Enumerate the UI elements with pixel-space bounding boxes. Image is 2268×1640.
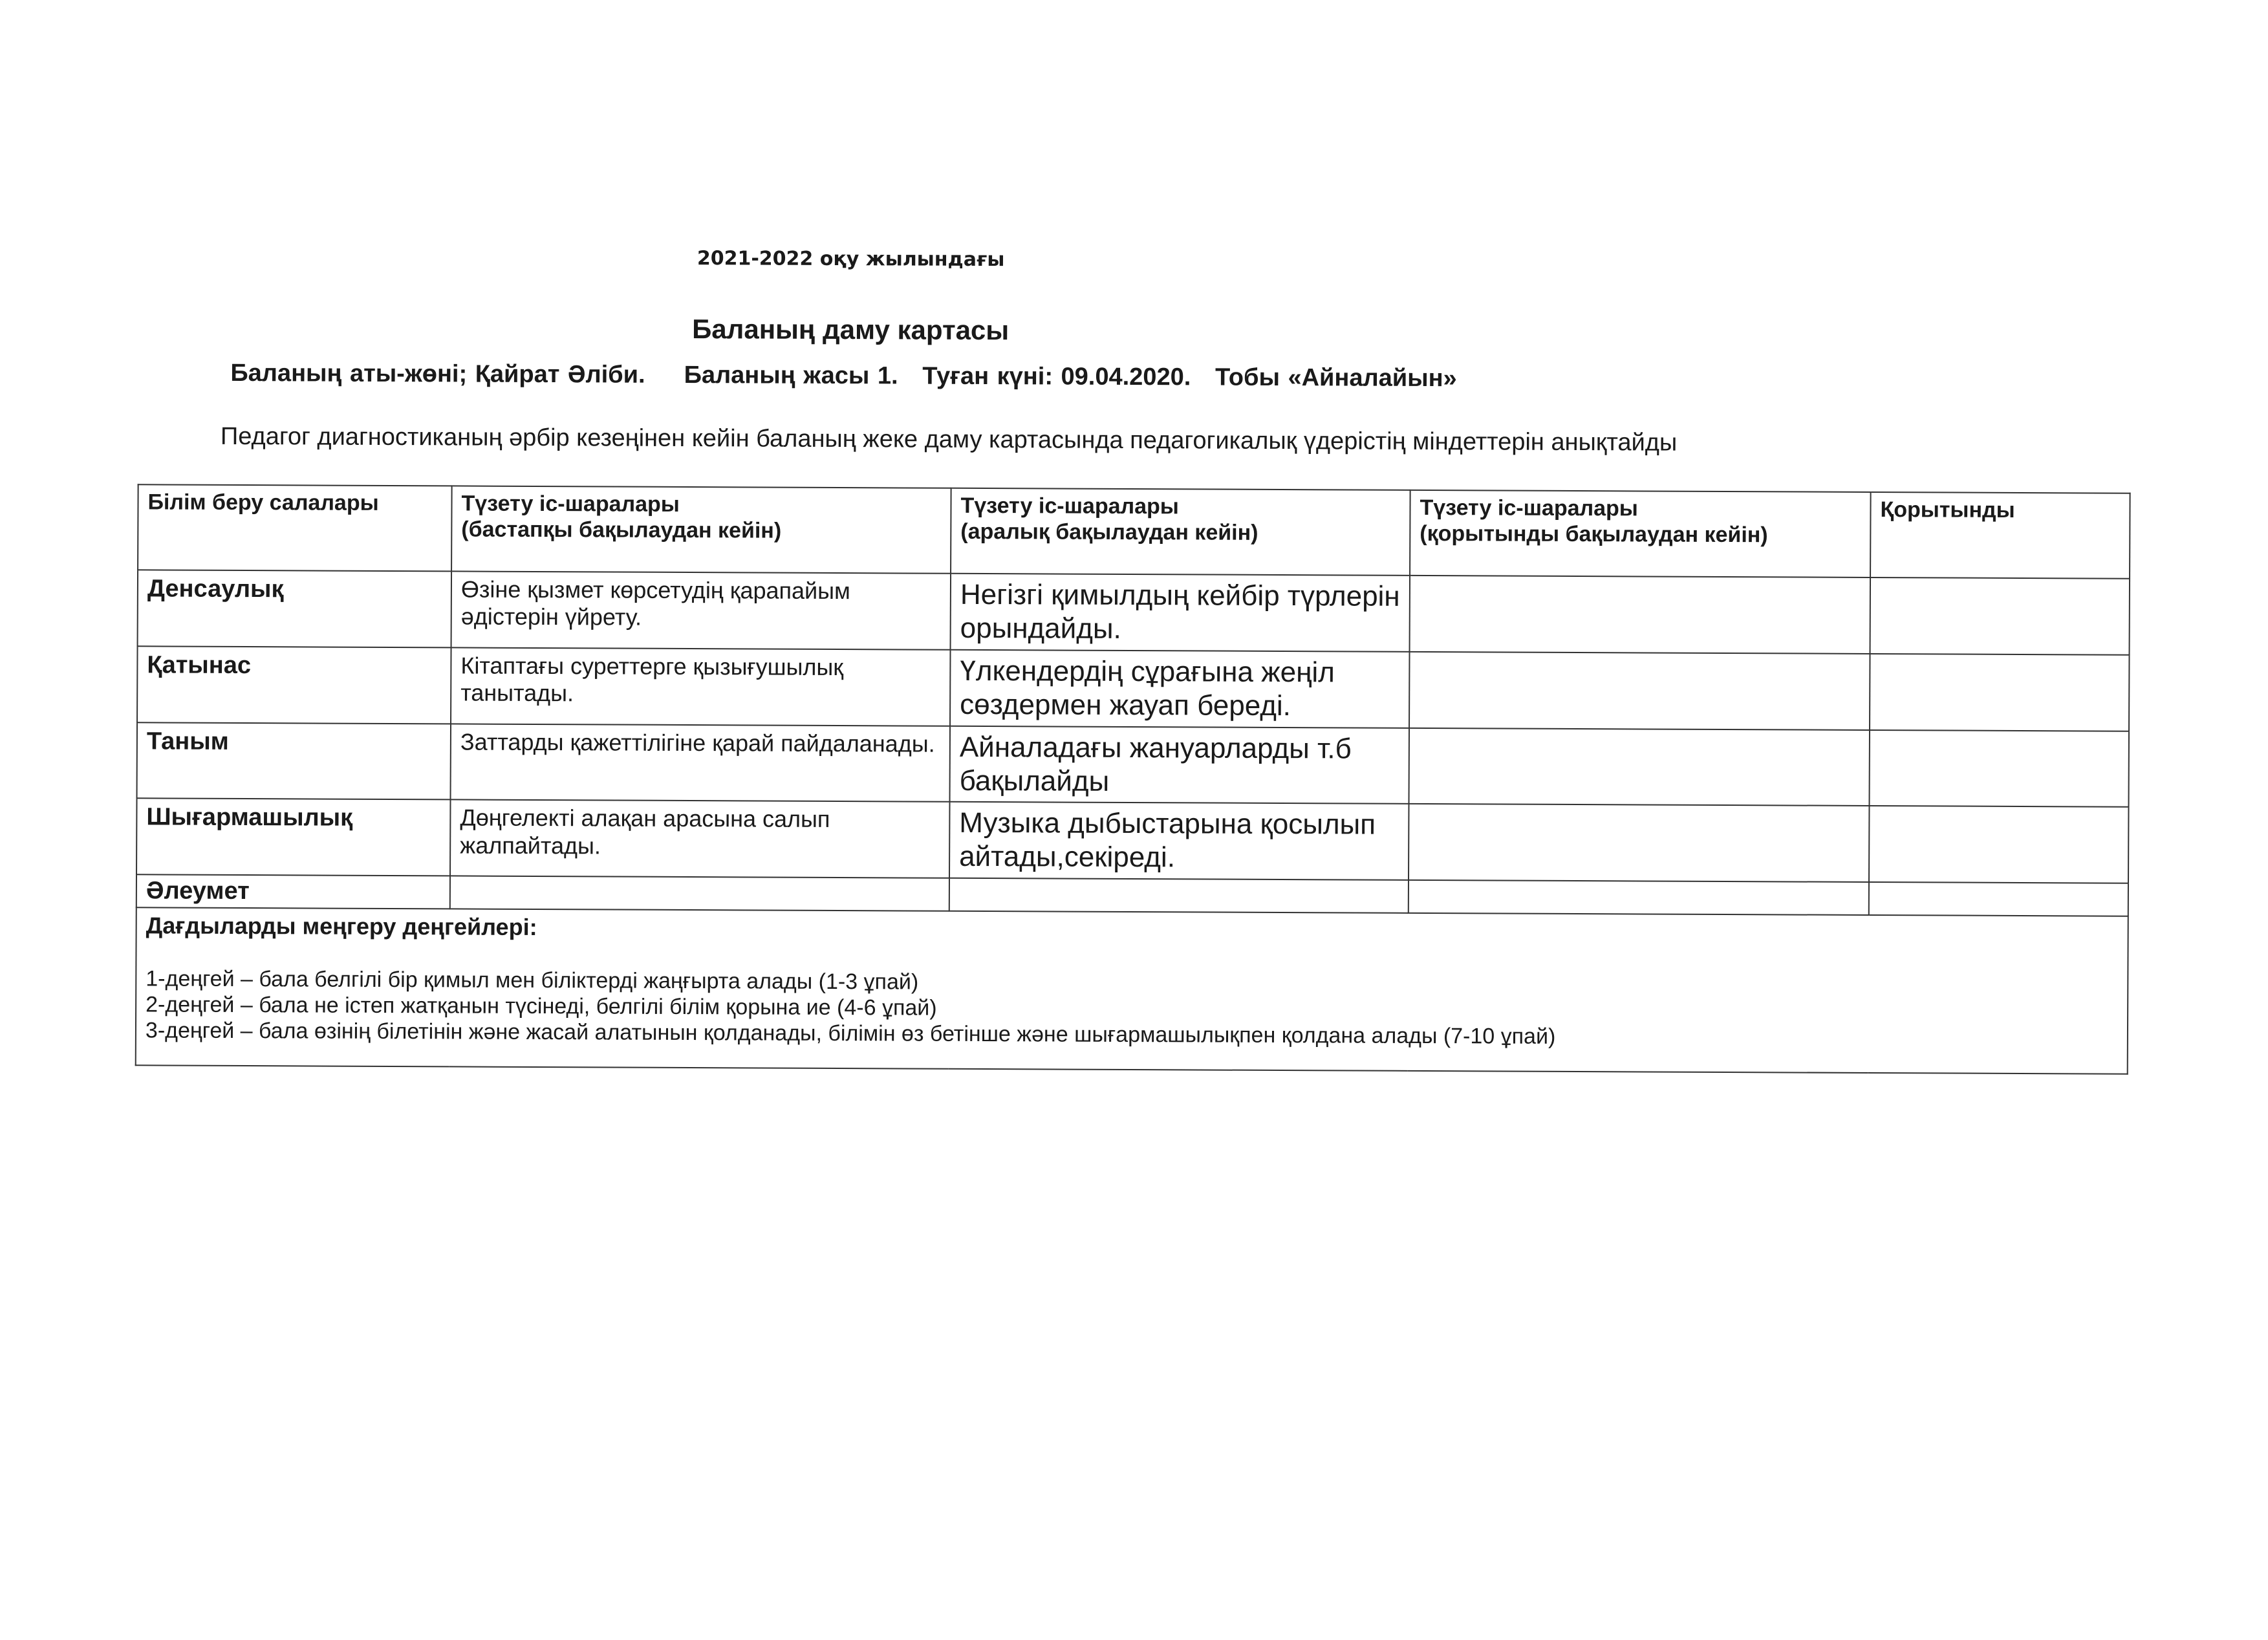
academic-year-line: 2021-2022 оқу жылындағы — [697, 247, 1005, 272]
level-item: 2-деңгей – бала не істеп жатқанын түсінеді, белгілі білім қорына ие (4-6 ұпай) — [146, 992, 937, 1020]
header-intermediate: Түзету іс-шаралары (аралық бақылаудан кейін) — [951, 488, 1410, 576]
result-cell — [1869, 806, 2129, 883]
result-cell — [1869, 730, 2129, 808]
initial-cell — [450, 876, 949, 911]
document-title: Баланың даму картасы — [692, 314, 1010, 346]
child-birthday: Туған күні: 09.04.2020. — [922, 362, 1191, 391]
result-cell — [1869, 882, 2128, 916]
area-cell: Қатынас — [137, 646, 451, 724]
child-name: Баланың аты-жөні; Қайрат Әліби. — [230, 359, 645, 389]
table-row — [137, 722, 2129, 807]
intermediate-cell: Айналадағы жануарларды т.б бақылайды — [950, 726, 1410, 804]
intro-text: Педагог диагностиканың әрбір кезеңінен кейін баланың жеке даму картасында педагогикалық үдерістің міндеттерін анықтайды — [220, 422, 1678, 457]
header-result: Қорытынды — [1870, 492, 2130, 579]
table-header-row — [138, 484, 2130, 578]
intermediate-cell: Үлкендердің сұрағына жеңіл сөздермен жауап береді. — [950, 650, 1410, 728]
area-cell: Әлеумет — [136, 875, 450, 909]
table-row — [138, 570, 2130, 654]
initial-cell: Кітаптағы суреттерге қызығушылық танытады. — [451, 647, 951, 726]
child-info-line — [230, 360, 1457, 393]
intermediate-cell — [949, 878, 1409, 913]
initial-cell: Заттарды қажеттілігіне қарай пайдаланады. — [451, 724, 951, 802]
header-initial: Түзету іс-шаралары (бастапқы бақылаудан кейін) — [451, 486, 951, 573]
child-group: Тобы «Айналайын» — [1215, 363, 1457, 393]
header-areas: Білім беру салалары — [138, 484, 452, 571]
intermediate-cell: Негізгі қимылдың кейбір түрлерін орындайды. — [951, 574, 1410, 652]
result-cell — [1870, 654, 2130, 731]
level-item: 1-деңгей – бала белгілі бір қимыл мен біліктерді жаңғырта алады (1-3 ұпай) — [146, 966, 919, 995]
final-cell — [1410, 576, 1871, 654]
initial-cell: Өзіне қызмет көрсетудің қарапайым әдістерін үйрету. — [451, 571, 951, 649]
levels-cell — [136, 907, 2128, 1074]
area-cell: Денсаулық — [138, 570, 452, 647]
levels-title: Дағдыларды меңгеру деңгейлері: — [146, 912, 537, 941]
header-final: Түзету іс-шаралары (қорытынды бақылаудан кейін) — [1410, 490, 1871, 577]
final-cell — [1409, 804, 1870, 882]
level-item: 3-деңгей – бала өзінің білетінін және жасай алатынын қолданады, білімін өз бетінше және шығармашылықпен қолдана алады (7-10 ұпай) — [145, 1018, 1556, 1049]
final-cell — [1409, 728, 1870, 806]
result-cell — [1870, 577, 2130, 655]
table-row — [137, 646, 2129, 731]
area-cell: Таным — [137, 722, 451, 800]
table-row — [136, 799, 2128, 883]
area-cell: Шығармашылық — [136, 799, 451, 876]
intermediate-cell: Музыка дыбыстарына қосылып айтады,секіреді. — [949, 802, 1409, 880]
child-age: Баланың жасы 1. — [684, 361, 898, 390]
initial-cell: Дөңгелекті алақан арасына салып жалпайтады. — [450, 800, 950, 878]
levels-row — [136, 907, 2128, 1074]
development-card-table — [135, 484, 2131, 1075]
final-cell — [1409, 652, 1870, 730]
final-cell — [1409, 880, 1869, 915]
